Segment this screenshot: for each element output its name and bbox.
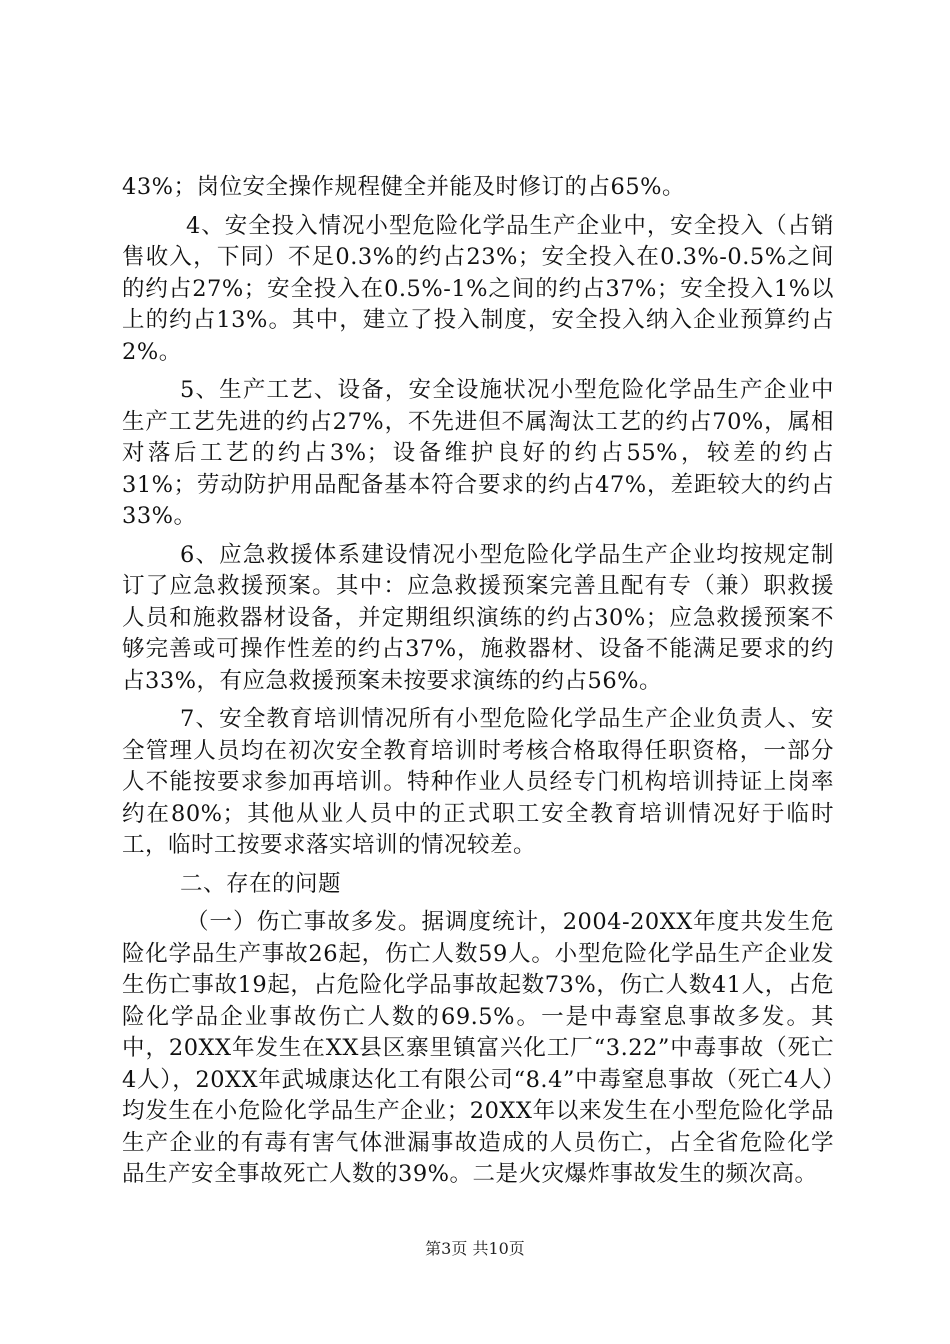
section-heading-problems: 二、存在的问题 [180,870,342,897]
document-body [122,172,834,1198]
paragraph-process-equipment: 5、生产工艺、设备，安全设施状况小型危险化学品生产企业中生产工艺先进的约占27%，不先进但不属淘汰工艺的约占70%，属相对落后工艺的约占3%；设备维护良好的约占55%，较差的约占31%；劳动防护用品配备基本符合要求的约占47%，差距较大的约占33%。 [122,377,834,529]
paragraph-safety-training: 7、安全教育培训情况所有小型危险化学品生产企业负责人、安全管理人员均在初次安全教育培训时考核合格取得任职资格，一部分人不能按要求参加再培训。特种作业人员经专门机构培训持证上岗率约在80%；其他从业人员中的正式职工安全教育培训情况好于临时工，临时工按要求落实培训的情况较差。 [122,706,834,858]
page-number-footer: 第3页 共10页 [425,1239,525,1258]
paragraph-safety-investment: 4、安全投入情况小型危险化学品生产企业中，安全投入（占销售收入，下同）不足0.3%的约占23%；安全投入在0.3%-0.5%之间的约占27%；安全投入在0.5%-1%之间的约占37%；安全投入1%以上的约占13%。其中，建立了投入制度，安全投入纳入企业预算约占2%。 [122,212,834,365]
paragraph-emergency-rescue: 6、应急救援体系建设情况小型危险化学品生产企业均按规定制订了应急救援预案。其中：应急救援预案完善且配有专（兼）职救援人员和施救器材设备，并定期组织演练的约占30%；应急救援预案不够完善或可操作性差的约占37%，施救器材、设备不能满足要求的约占33%，有应急救援预案未按要求演练的约占56%。 [122,541,834,694]
paragraph-continuation: 43%；岗位安全操作规程健全并能及时修订的占65%。 [122,174,686,200]
paragraph-accidents: （一）伤亡事故多发。据调度统计，2004-20XX年度共发生危险化学品生产事故26起，伤亡人数59人。小型危险化学品生产企业发生伤亡事故19起，占危险化学品事故起数73%，伤亡人数41人，占危险化学品企业事故伤亡人数的69.5%。一是中毒窒息事故多发。其中，20XX年发生在XX县区寨里镇富兴化工厂“3.22”中毒事故（死亡4人），20XX年武城康达化工有限公司“8.4”中毒窒息事故（死亡4人）均发生在小危险化学品生产企业；20XX年以来发生在小型危险化学品生产企业的有毒有害气体泄漏事故造成的人员伤亡，占全省危险化学品生产安全事故死亡人数的39%。二是火灾爆炸事故发生的频次高。 [122,909,834,1187]
